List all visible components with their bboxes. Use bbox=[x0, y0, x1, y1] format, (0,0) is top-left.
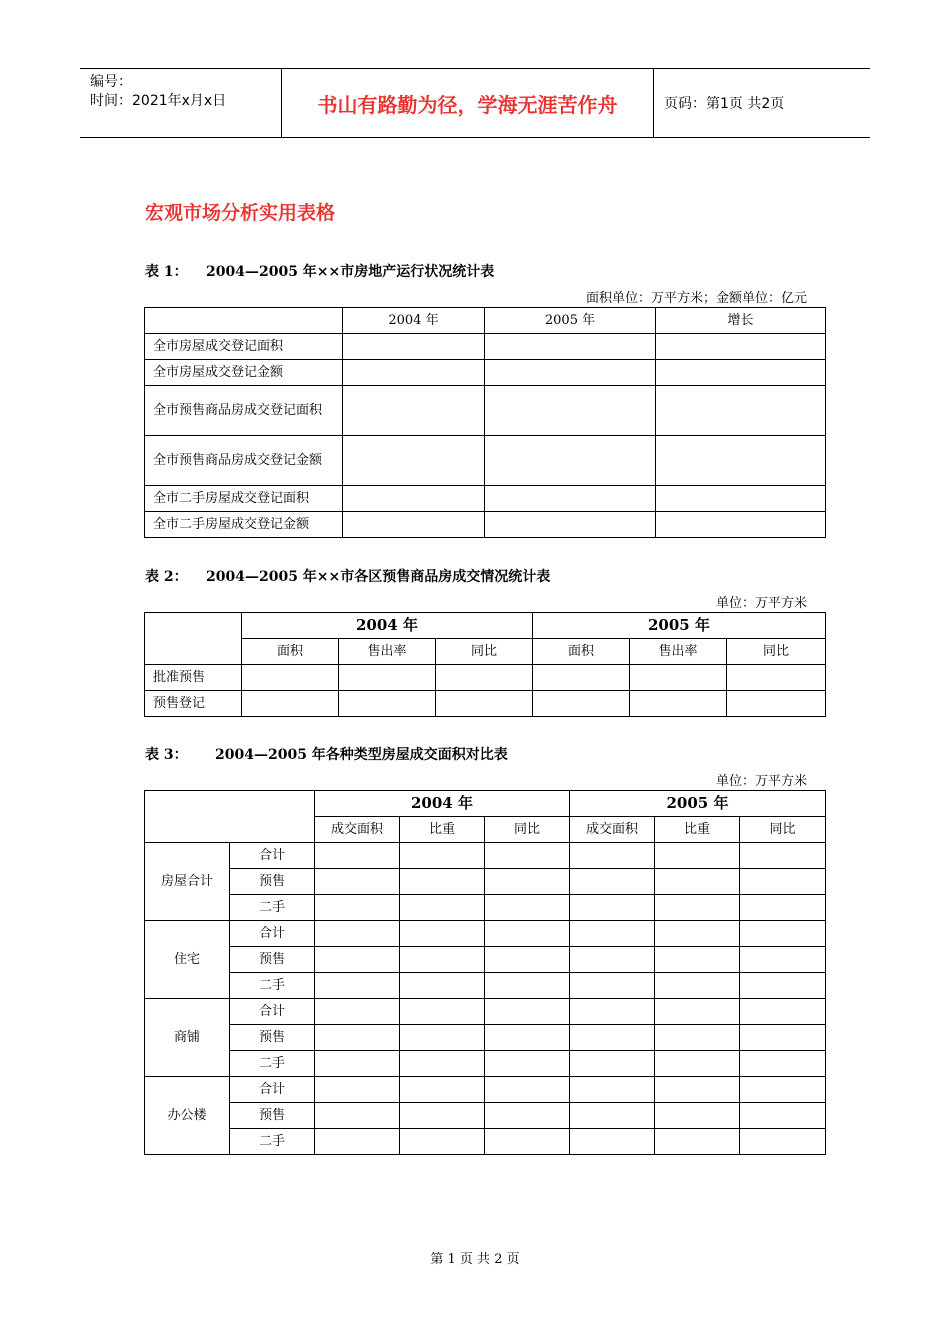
table-cell bbox=[740, 1129, 826, 1155]
table-cell bbox=[485, 1103, 570, 1129]
table-cell bbox=[485, 1077, 570, 1103]
table-cell bbox=[727, 691, 826, 717]
table-row bbox=[145, 843, 826, 869]
table-row bbox=[145, 869, 826, 895]
table-cell bbox=[570, 1051, 655, 1077]
date-label: 时间：2021年x月x日 bbox=[90, 93, 227, 109]
table-cell bbox=[655, 895, 740, 921]
table-cell bbox=[343, 334, 485, 360]
table-cell bbox=[570, 895, 655, 921]
table3 bbox=[144, 790, 826, 1155]
row-label: 全市二手房屋成交登记面积 bbox=[145, 486, 343, 512]
table1-col-2004: 2004 年 bbox=[343, 308, 485, 334]
table-cell bbox=[485, 947, 570, 973]
table-cell bbox=[485, 1051, 570, 1077]
table-cell bbox=[655, 1077, 740, 1103]
table-cell bbox=[655, 973, 740, 999]
table1-label: 表 1： bbox=[145, 264, 188, 280]
table-cell bbox=[485, 895, 570, 921]
column-header: 面积 bbox=[533, 639, 630, 665]
sub-label: 合计 bbox=[230, 999, 315, 1025]
table-row bbox=[145, 665, 826, 691]
table2-title: 2004—2005 年××市各区预售商品房成交情况统计表 bbox=[206, 569, 551, 585]
table-cell bbox=[400, 921, 485, 947]
table-cell bbox=[655, 947, 740, 973]
table-row bbox=[145, 895, 826, 921]
row-label: 批准预售 bbox=[145, 665, 242, 691]
table-cell bbox=[400, 843, 485, 869]
table-cell bbox=[315, 1051, 400, 1077]
table-row bbox=[145, 973, 826, 999]
table-cell bbox=[655, 843, 740, 869]
table-cell bbox=[740, 843, 826, 869]
table-row bbox=[145, 999, 826, 1025]
table-cell bbox=[656, 360, 826, 386]
table-row bbox=[145, 360, 826, 386]
table1-col-2005: 2005 年 bbox=[485, 308, 656, 334]
row-label: 全市预售商品房成交登记面积 bbox=[145, 386, 343, 436]
table2 bbox=[144, 612, 826, 717]
table-cell bbox=[740, 1077, 826, 1103]
table-cell bbox=[655, 1103, 740, 1129]
page-footer: 第 1 页 共 2 页 bbox=[430, 1252, 520, 1267]
table-cell bbox=[630, 665, 727, 691]
table-row bbox=[145, 1025, 826, 1051]
table-cell bbox=[343, 512, 485, 538]
table-cell bbox=[343, 436, 485, 486]
table3-year-2004: 2004 年 bbox=[315, 791, 570, 817]
table3-title: 2004—2005 年各种类型房屋成交面积对比表 bbox=[215, 747, 508, 763]
sub-label: 预售 bbox=[230, 869, 315, 895]
table2-label: 表 2： bbox=[145, 569, 188, 585]
table-cell bbox=[485, 869, 570, 895]
table-cell bbox=[400, 973, 485, 999]
table-cell bbox=[570, 973, 655, 999]
table2-caption bbox=[145, 566, 550, 586]
table-cell bbox=[485, 921, 570, 947]
table-cell bbox=[145, 613, 242, 665]
table-row bbox=[145, 1077, 826, 1103]
table1-col-growth: 增长 bbox=[656, 308, 826, 334]
table-cell bbox=[630, 691, 727, 717]
table-cell bbox=[570, 999, 655, 1025]
header-page-number: 页码：第1页 共2页 bbox=[664, 96, 785, 112]
table-cell bbox=[315, 869, 400, 895]
row-label: 预售登记 bbox=[145, 691, 242, 717]
table1-unit: 面积单位：万平方米；金额单位：亿元 bbox=[585, 291, 807, 306]
column-header: 同比 bbox=[727, 639, 826, 665]
table1-caption bbox=[145, 261, 494, 281]
table3-caption bbox=[145, 744, 508, 764]
sub-label: 合计 bbox=[230, 843, 315, 869]
table-cell bbox=[570, 947, 655, 973]
column-header: 成交面积 bbox=[315, 817, 400, 843]
table-cell bbox=[145, 308, 343, 334]
table-cell bbox=[533, 665, 630, 691]
table-cell bbox=[655, 1051, 740, 1077]
table-cell bbox=[339, 665, 436, 691]
table-cell bbox=[656, 436, 826, 486]
row-label: 全市房屋成交登记面积 bbox=[145, 334, 343, 360]
column-header: 面积 bbox=[242, 639, 339, 665]
table-cell bbox=[315, 1025, 400, 1051]
table-cell bbox=[656, 386, 826, 436]
table-cell bbox=[727, 665, 826, 691]
sub-label: 二手 bbox=[230, 973, 315, 999]
table-cell bbox=[655, 1025, 740, 1051]
table-row bbox=[145, 1129, 826, 1155]
table-cell bbox=[740, 947, 826, 973]
table1-header-row bbox=[145, 308, 826, 334]
table1 bbox=[144, 307, 826, 538]
table-cell bbox=[740, 1025, 826, 1051]
table-cell bbox=[656, 334, 826, 360]
table-cell bbox=[242, 665, 339, 691]
group-label: 住宅 bbox=[145, 921, 230, 999]
table-cell bbox=[740, 973, 826, 999]
table-cell bbox=[485, 512, 656, 538]
header-motto: 书山有路勤为径，学海无涯苦作舟 bbox=[282, 69, 654, 137]
column-header: 同比 bbox=[485, 817, 570, 843]
table2-unit: 单位：万平方米 bbox=[715, 596, 807, 611]
group-label: 房屋合计 bbox=[145, 843, 230, 921]
table-cell bbox=[315, 999, 400, 1025]
header-meta bbox=[80, 69, 282, 137]
number-label: 编号： bbox=[90, 74, 132, 90]
table-cell bbox=[400, 1103, 485, 1129]
table-cell bbox=[485, 973, 570, 999]
table2-subheader-row bbox=[145, 639, 826, 665]
table3-year-row bbox=[145, 791, 826, 817]
table-row bbox=[145, 386, 826, 436]
table-cell bbox=[740, 921, 826, 947]
table-cell bbox=[740, 895, 826, 921]
table-cell bbox=[740, 1103, 826, 1129]
table-cell bbox=[436, 665, 533, 691]
table3-unit: 单位：万平方米 bbox=[715, 774, 807, 789]
table-cell bbox=[315, 1077, 400, 1103]
row-label: 全市房屋成交登记金额 bbox=[145, 360, 343, 386]
group-label: 商铺 bbox=[145, 999, 230, 1077]
table-cell bbox=[436, 691, 533, 717]
table-cell bbox=[485, 386, 656, 436]
table-cell bbox=[740, 999, 826, 1025]
table-row bbox=[145, 921, 826, 947]
table-cell bbox=[740, 1051, 826, 1077]
document-title: 宏观市场分析实用表格 bbox=[145, 202, 336, 224]
table-cell bbox=[485, 360, 656, 386]
table-cell bbox=[315, 1103, 400, 1129]
table-row bbox=[145, 1051, 826, 1077]
table-cell bbox=[400, 999, 485, 1025]
table-cell bbox=[740, 869, 826, 895]
row-label: 全市预售商品房成交登记金额 bbox=[145, 436, 343, 486]
table-cell bbox=[400, 1129, 485, 1155]
sub-label: 预售 bbox=[230, 947, 315, 973]
table-cell bbox=[570, 1077, 655, 1103]
table-cell bbox=[655, 869, 740, 895]
table-row bbox=[145, 436, 826, 486]
table-row bbox=[145, 947, 826, 973]
table-cell bbox=[315, 947, 400, 973]
table-cell bbox=[485, 1025, 570, 1051]
group-label: 办公楼 bbox=[145, 1077, 230, 1155]
table-cell bbox=[485, 486, 656, 512]
sub-label: 预售 bbox=[230, 1025, 315, 1051]
table2-year-2004: 2004 年 bbox=[242, 613, 533, 639]
table-row bbox=[145, 691, 826, 717]
table2-year-2005: 2005 年 bbox=[533, 613, 826, 639]
table-row bbox=[145, 486, 826, 512]
column-header: 比重 bbox=[655, 817, 740, 843]
table-cell bbox=[570, 1103, 655, 1129]
table-cell bbox=[400, 869, 485, 895]
row-label: 全市二手房屋成交登记金额 bbox=[145, 512, 343, 538]
table1-title: 2004—2005 年××市房地产运行状况统计表 bbox=[206, 264, 495, 280]
sub-label: 合计 bbox=[230, 1077, 315, 1103]
table3-year-2005: 2005 年 bbox=[570, 791, 826, 817]
table-cell bbox=[343, 360, 485, 386]
table-cell bbox=[656, 486, 826, 512]
sub-label: 二手 bbox=[230, 1051, 315, 1077]
table-row bbox=[145, 334, 826, 360]
table2-year-row bbox=[145, 613, 826, 639]
table-cell bbox=[400, 1025, 485, 1051]
sub-label: 预售 bbox=[230, 1103, 315, 1129]
table-cell bbox=[339, 691, 436, 717]
column-header: 售出率 bbox=[630, 639, 727, 665]
sub-label: 二手 bbox=[230, 1129, 315, 1155]
sub-label: 二手 bbox=[230, 895, 315, 921]
table-cell bbox=[485, 1129, 570, 1155]
column-header: 比重 bbox=[400, 817, 485, 843]
table-cell bbox=[570, 869, 655, 895]
sub-label: 合计 bbox=[230, 921, 315, 947]
table3-label: 表 3： bbox=[145, 747, 188, 763]
table-row bbox=[145, 1103, 826, 1129]
table-cell bbox=[400, 1051, 485, 1077]
table-cell bbox=[315, 921, 400, 947]
table-cell bbox=[145, 791, 315, 843]
column-header: 售出率 bbox=[339, 639, 436, 665]
table-cell bbox=[656, 512, 826, 538]
table-cell bbox=[570, 1025, 655, 1051]
table-cell bbox=[315, 843, 400, 869]
table-cell bbox=[343, 386, 485, 436]
table-cell bbox=[315, 973, 400, 999]
column-header: 同比 bbox=[740, 817, 826, 843]
table-cell bbox=[485, 334, 656, 360]
table-cell bbox=[400, 947, 485, 973]
table-cell bbox=[655, 921, 740, 947]
table-cell bbox=[485, 999, 570, 1025]
table-cell bbox=[655, 999, 740, 1025]
table-cell bbox=[485, 436, 656, 486]
table-cell bbox=[655, 1129, 740, 1155]
table-row bbox=[145, 512, 826, 538]
table-cell bbox=[315, 1129, 400, 1155]
table-cell bbox=[315, 895, 400, 921]
table-cell bbox=[242, 691, 339, 717]
table-cell bbox=[400, 895, 485, 921]
column-header: 同比 bbox=[436, 639, 533, 665]
table-cell bbox=[533, 691, 630, 717]
table-cell bbox=[400, 1077, 485, 1103]
table-cell bbox=[343, 486, 485, 512]
table-cell bbox=[570, 1129, 655, 1155]
table-cell bbox=[570, 921, 655, 947]
page-header bbox=[80, 68, 870, 138]
table-cell bbox=[485, 843, 570, 869]
column-header: 成交面积 bbox=[570, 817, 655, 843]
table-cell bbox=[570, 843, 655, 869]
